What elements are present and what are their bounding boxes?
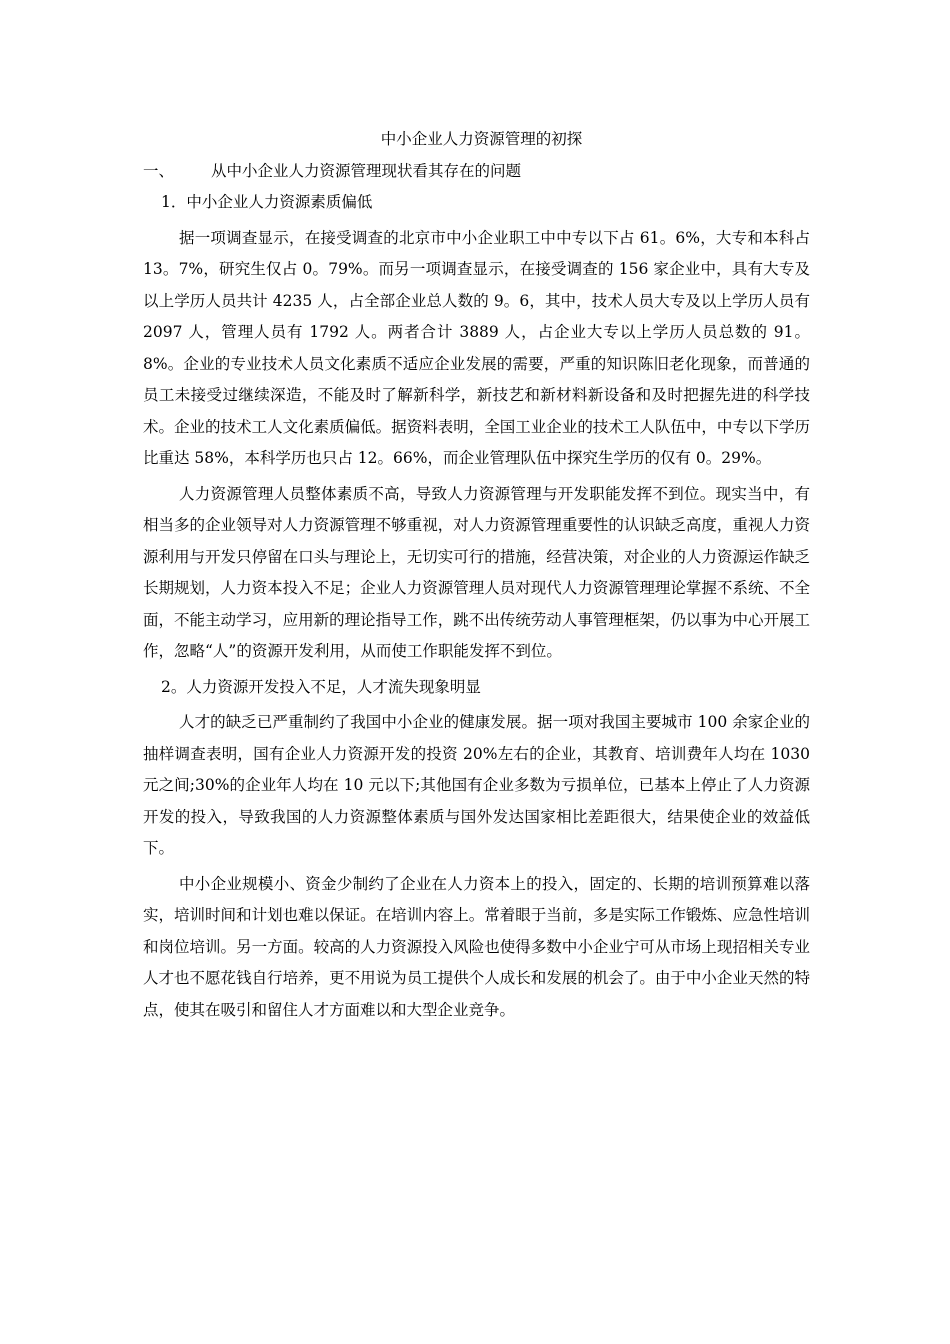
paragraph-3: 人才的缺乏已严重制约了我国中小企业的健康发展。据一项对我国主要城市 100 余家企业的抽样调查表明，国有企业人力资源开发的投资 20%左右的企业，其教育、培训费年人均在 1030 元之间;30%的企业年人均在 10 元以下;其他国有企业多数为亏损单位，已基本上停止了人力资源开发的投入，导致我国的人力资源整体素质与国外发达国家相比差距很大，结果使企业的效益低下。 [143, 713, 810, 857]
section-heading-1 [143, 156, 810, 188]
document-body [143, 124, 810, 1026]
paragraph-2: 人力资源管理人员整体素质不高，导致人力资源管理与开发职能发挥不到位。现实当中，有相当多的企业领导对人力资源管理不够重视，对人力资源管理重要性的认识缺乏高度，重视人力资源利用与开发只停留在口头与理论上，无切实可行的措施，经营决策，对企业的人力资源运作缺乏长期规划，人力资本投入不足；企业人力资源管理人员对现代人力资源管理理论掌握不系统、不全面，不能主动学习，应用新的理论指导工作，跳不出传统劳动人事管理框架，仍以事为中心开展工作，忽略“人”的资源开发利用，从而使工作职能发挥不到位。 [143, 484, 810, 660]
document-title: 中小企业人力资源管理的初探 [380, 130, 583, 148]
subheading-1: 1．中小企业人力资源素质偏低 [161, 193, 373, 211]
subheading-2: 2。人力资源开发投入不足，人才流失现象明显 [161, 677, 481, 696]
section-heading-text: 从中小企业人力资源管理现状看其存在的问题 [211, 161, 522, 180]
paragraph-4: 中小企业规模小、资金少制约了企业在人力资本上的投入，固定的、长期的培训预算难以落实，培训时间和计划也难以保证。在培训内容上。常着眼于当前，多是实际工作锻炼、应急性培训和岗位培训。另一方面。较高的人力资源投入风险也使得多数中小企业宁可从市场上现招相关专业人才也不愿花钱自行培养，更不用说为员工提供个人成长和发展的机会了。由于中小企业天然的特点，使其在吸引和留住人才方面难以和大型企业竞争。 [143, 874, 810, 1019]
section-number: 一、 [143, 161, 175, 180]
paragraph-1: 据一项调查显示，在接受调查的北京市中小企业职工中中专以下占 61。6%，大专和本科占 13。7%，研究生仅占 0。79%。而另一项调查显示，在接受调查的 156 家企业中，具有大专及以上学历人员共计 4235 人，占全部企业总人数的 9。6，其中，技术人员大专及以上学历人员有 2097 人，管理人员有 1792 人。两者合计 3889 人，占企业大专以上学历人员总数的 91。8%。企业的专业技术人员文化素质不适应企业发展的需要，严重的知识陈旧老化现象，而普通的员工未接受过继续深造，不能及时了解新科学，新技艺和新材料新设备和及时把握先进的科学技术。企业的技术工人文化素质偏低。据资料表明，全国工业企业的技术工人队伍中，中专以下学历比重达 58%，本科学历也只占 12。66%，而企业管理队伍中探究生学历的仅有 0。29%。 [143, 228, 810, 467]
